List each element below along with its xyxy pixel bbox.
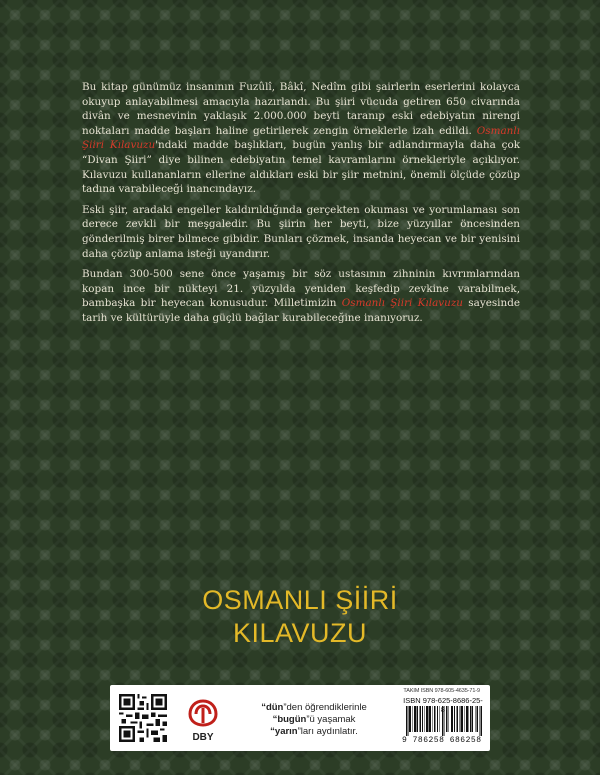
qr-code-icon (119, 694, 167, 742)
motto-text-1: ”den öğrendiklerinle (283, 702, 367, 713)
motto-word-yarin: “yarın (270, 726, 298, 737)
book-title-line-1: OSMANLI ŞİİRİ (202, 585, 398, 615)
blurb-p3-start: Bundan 300-500 sene önce yaşamış bir söz ustasının zihninin kıvrımlarından kopan ince bir nükteyi 21. yüzyılda yeniden keşfedip zevkine varabilmek, bambaşka bir heyecan konusudur. Milletimizin (82, 268, 520, 310)
isbn-label: ISBN 978-625-8686-25-8 (403, 696, 483, 714)
blurb-p1-end: 'ndaki madde başlıkları, bugün yanlış bir adlandırmayla daha çok “Divan Şiiri” diye bilinen edebiyatın temel kavramlarını örnekleriyle açıklıyor. Kılavuzu kullananların ellerine aldıkları eski bir şiir metnini, önemli ölçüde çözüp tadına varabileceği inancındayız. (82, 139, 520, 196)
book-title-line-2: KILAVUZU (232, 618, 368, 648)
book-title-highlight: Osmanlı Şiiri Kılavuzu (82, 124, 520, 152)
blurb-p3-end: sayesinde tarih ve kültürüyle daha güçlü bağlar kurabileceğine inanıyoruz. (82, 297, 520, 324)
publisher-logo-icon (183, 697, 223, 743)
book-title-highlight: Osmanlı Şiiri Kılavuzu (341, 297, 463, 310)
book-title (0, 584, 600, 650)
blurb-p1-start: Bu kitap günümüz insanının Fuzûlî, Bâkî, Nedîm gibi şairlerin eserlerini kolayca okuyup anlayabilmesi amacıyla hazırlandı. Bu şiiri vücuda getiren 650 civarında divân ve mesnevinin yaklaşık 2.000.000 beyti taranıp eski edebiyatın nirengi noktaları madde başları haline getirilerek zengin örneklerle izah edildi. (82, 81, 520, 137)
blurb-text (82, 80, 520, 332)
publisher-strip (110, 685, 490, 751)
blurb-paragraph-2: Eski şiir, aradaki engeller kaldırıldığında gerçekten okuması ve yorumlaması son derece zevkli bir meşgaledir. Bu şiirin her beyti, bize yüzyıllar öncesinden gönderilmiş birer bilmece gibidir. Bunları çözmek, insanda heyecan ve bir yenisini daha çözüp anlama isteği uyandırır. (82, 203, 520, 260)
motto-line-2 (234, 714, 394, 726)
barcode (402, 696, 484, 748)
motto-word-dun: “dün (261, 702, 284, 713)
barcode-icon (406, 706, 482, 736)
motto-line-3 (234, 726, 394, 738)
set-isbn-label: TAKIM ISBN 978-605-4635-71-9 (403, 688, 480, 694)
motto-line-1 (234, 702, 394, 714)
publisher-motto (234, 702, 394, 738)
publisher-logo-text: DBY (192, 732, 214, 743)
motto-text-2: ”ü yaşamak (306, 714, 356, 725)
motto-word-bugun: “bugün (272, 714, 307, 725)
motto-text-3: ”ları aydınlatır. (297, 726, 358, 737)
ean-number: 9 786258 686258 (402, 736, 482, 745)
blurb-paragraph-1 (82, 80, 520, 197)
blurb-paragraph-3 (82, 267, 520, 325)
